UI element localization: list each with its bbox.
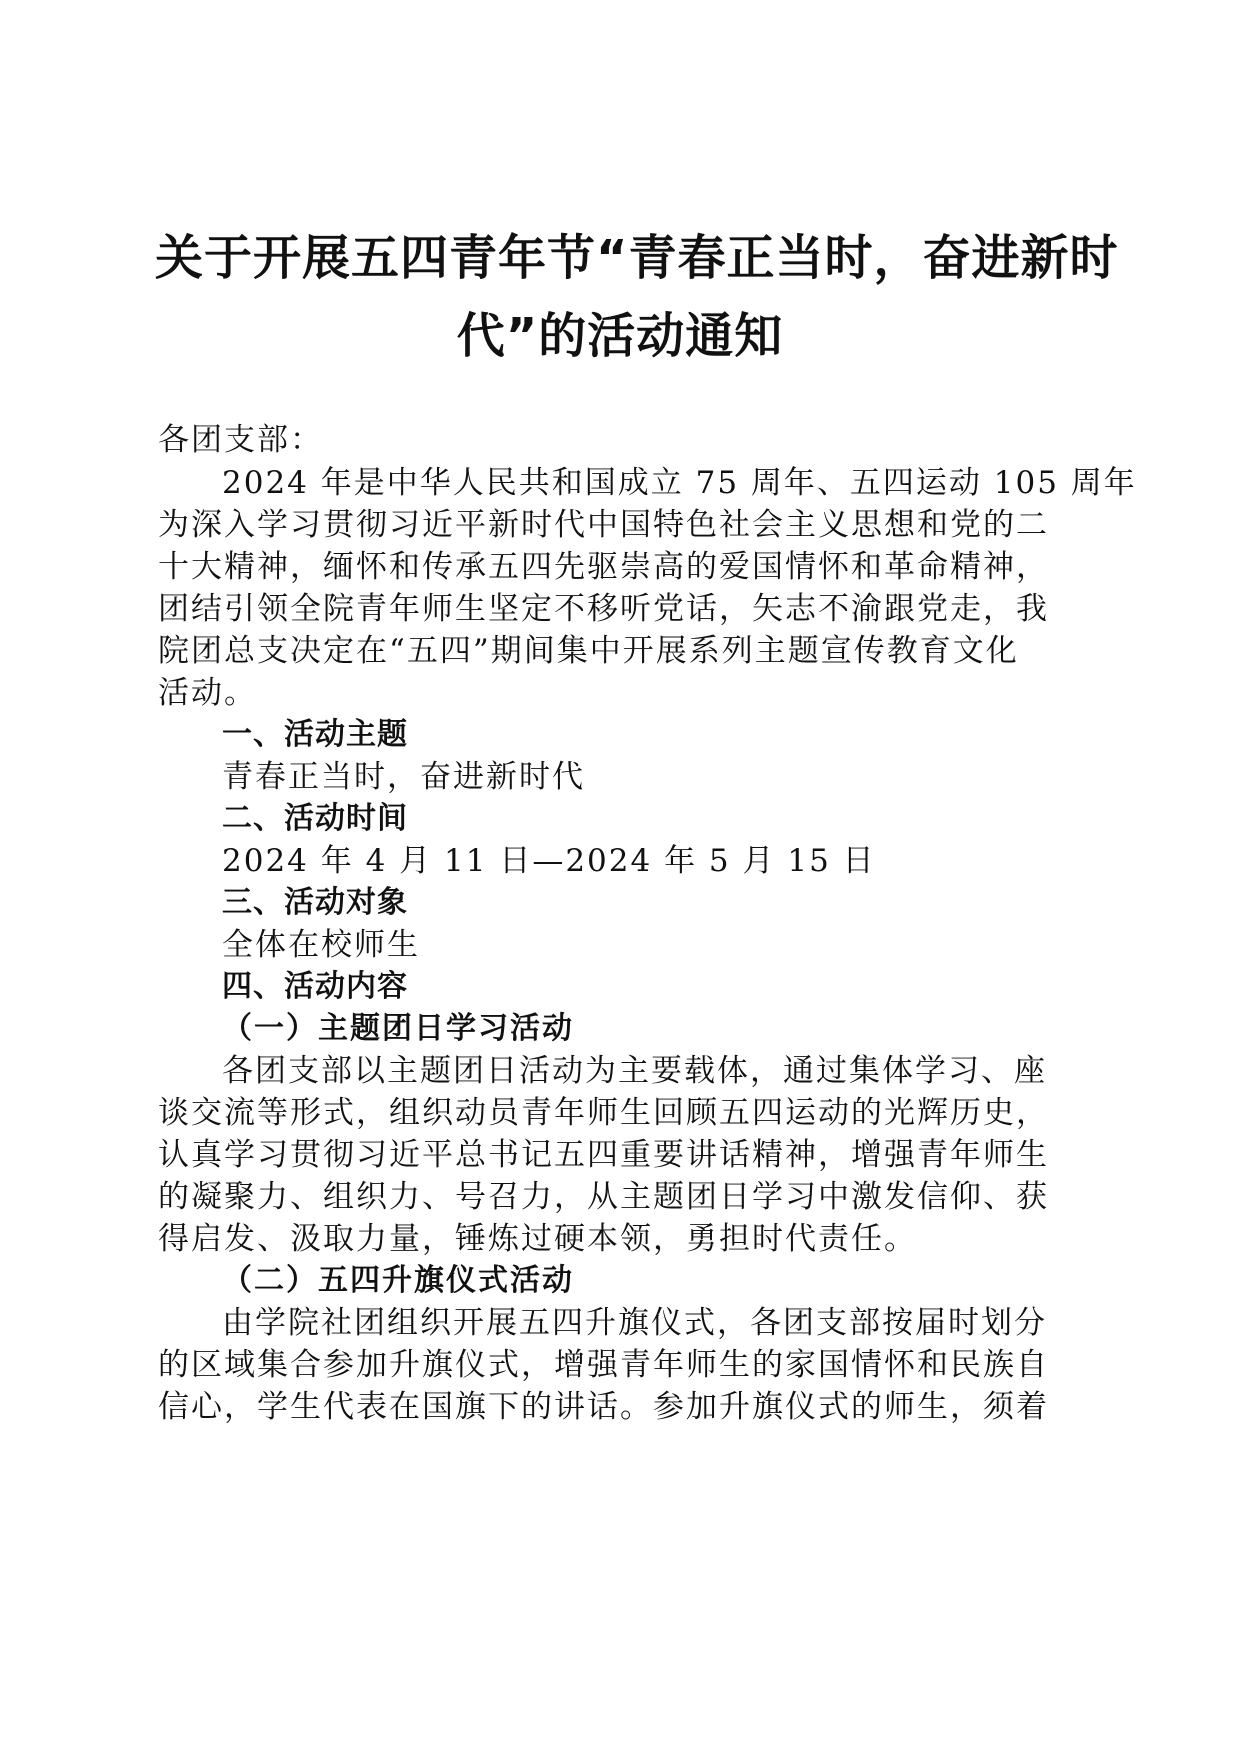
subsection-1-line: 得启发、汲取力量，锤炼过硬本领，勇担时代责任。	[158, 1221, 917, 1257]
section-text-theme: 青春正当时，奋进新时代	[222, 759, 585, 795]
intro-line: 团结引领全院青年师生坚定不移听党话，矢志不渝跟党走，我	[158, 591, 1049, 627]
section-heading-time: 二、活动时间	[222, 801, 408, 836]
subsection-1-line: 的凝聚力、组织力、号召力，从主题团日学习中激发信仰、获	[158, 1179, 1049, 1215]
subsection-2-line: 的区域集合参加升旗仪式，增强青年师生的家国情怀和民族自	[158, 1347, 1049, 1383]
subsection-2-line: 信心，学生代表在国旗下的讲话。参加升旗仪式的师生，须着	[158, 1389, 1049, 1425]
subsection-1-line: 认真学习贯彻习近平总书记五四重要讲话精神，增强青年师生	[158, 1137, 1049, 1173]
intro-line: 为深入学习贯彻习近平新时代中国特色社会主义思想和党的二	[158, 507, 1049, 543]
section-text-audience: 全体在校师生	[222, 927, 420, 963]
section-heading-content: 四、活动内容	[222, 969, 408, 1004]
subsection-heading-2: （二）五四升旗仪式活动	[222, 1263, 574, 1298]
intro-line: 2024 年是中华人民共和国成立 75 周年、五四运动 105 周年	[222, 465, 1137, 501]
subsection-2-line: 由学院社团组织开展五四升旗仪式，各团支部按届时划分	[222, 1305, 1047, 1341]
document-title-line-2: 代”的活动通知	[456, 308, 784, 364]
subsection-1-line: 各团支部以主题团日活动为主要载体，通过集体学习、座	[222, 1053, 1047, 1089]
section-heading-theme: 一、活动主题	[222, 717, 408, 752]
intro-line: 十大精神，缅怀和传承五四先驱崇高的爱国情怀和革命精神，	[158, 549, 1049, 585]
salutation: 各团支部：	[158, 422, 323, 458]
intro-line: 院团总支决定在“五四”期间集中开展系列主题宣传教育文化	[158, 633, 1019, 669]
subsection-1-line: 谈交流等形式，组织动员青年师生回顾五四运动的光辉历史，	[158, 1095, 1049, 1131]
subsection-heading-1: （一）主题团日学习活动	[222, 1011, 574, 1046]
section-text-time: 2024 年 4 月 11 日—2024 年 5 月 15 日	[222, 843, 876, 879]
document-title-line-1: 关于开展五四青年节“青春正当时，奋进新时	[155, 230, 1119, 286]
section-heading-audience: 三、活动对象	[222, 885, 408, 920]
intro-line: 活动。	[158, 675, 257, 711]
